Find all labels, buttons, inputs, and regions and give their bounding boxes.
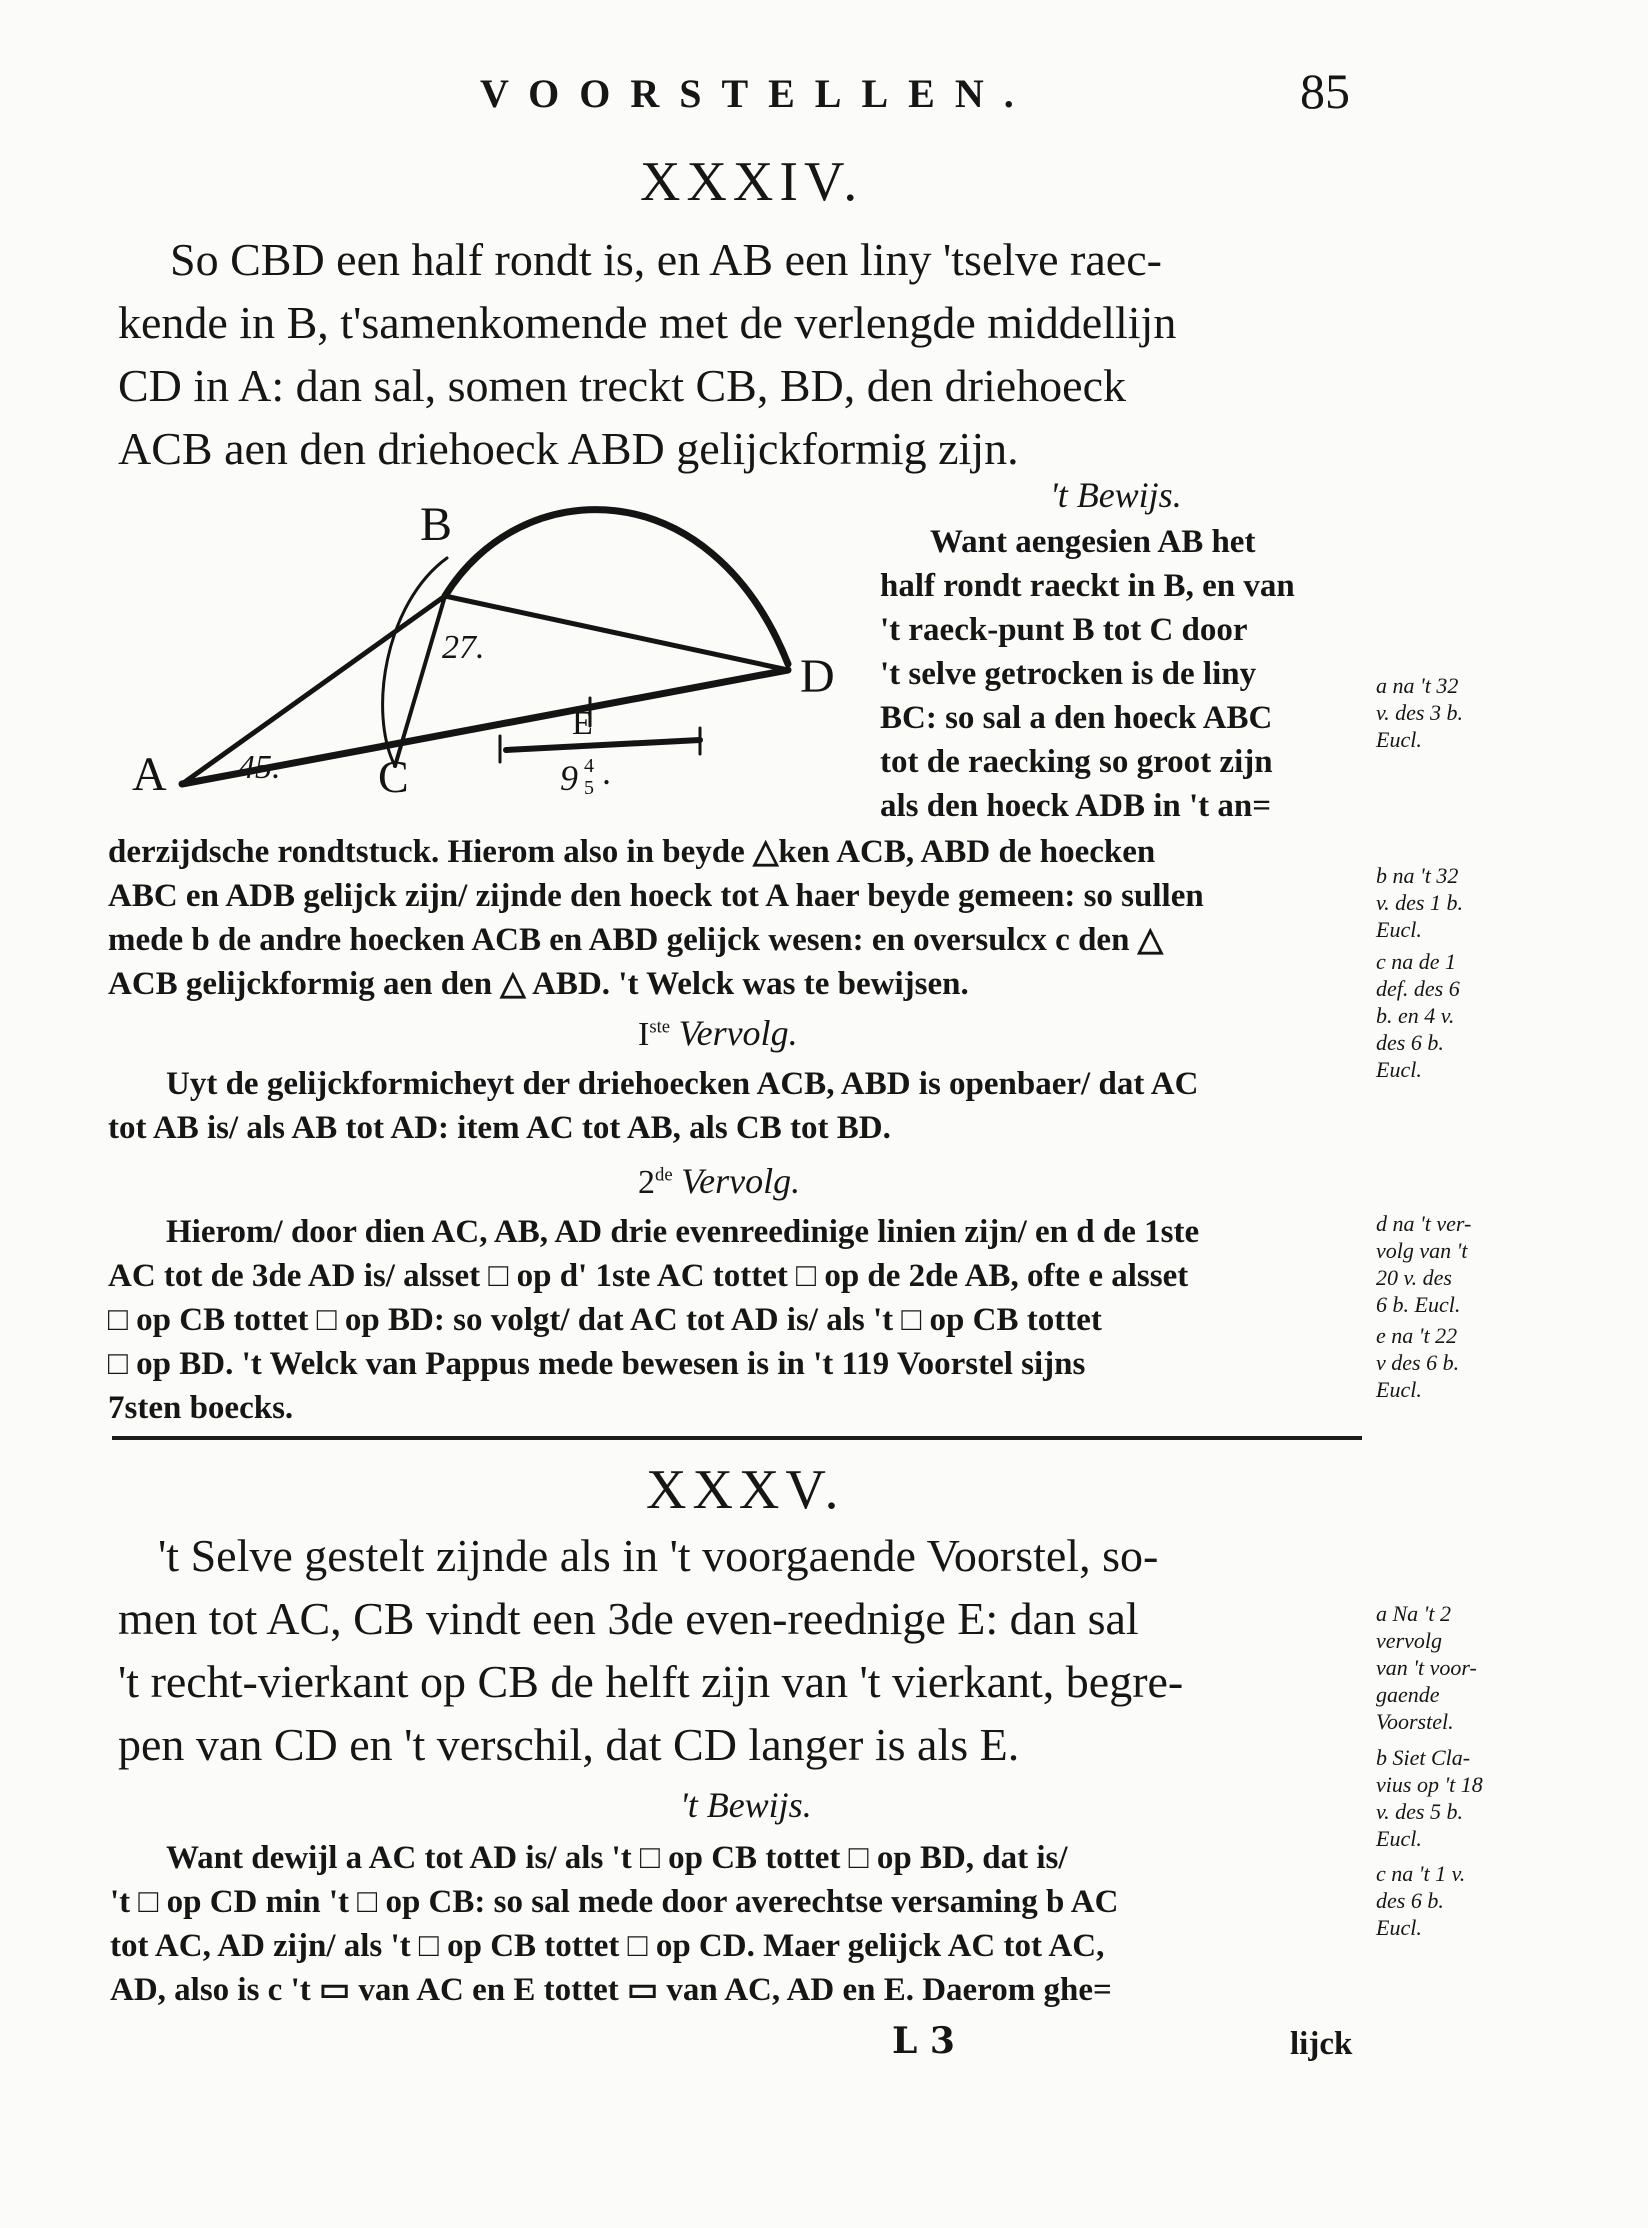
note-line: 6 b. Eucl. xyxy=(1376,1292,1461,1317)
note-line: e na 't 22 xyxy=(1376,1323,1458,1348)
proof-line: AD, also is c 't ▭ van AC en E tottet ▭ van AC, AD en E. Daerom ghe= xyxy=(110,1972,1112,2008)
note-line: 20 v. des xyxy=(1376,1265,1452,1290)
note-line: a Na 't 2 xyxy=(1376,1601,1451,1626)
statement-line: pen van CD en 't verschil, dat CD langer is als E. xyxy=(118,1719,1020,1770)
note-line: b. en 4 v. xyxy=(1376,1003,1455,1028)
measure-AC: 45. xyxy=(238,749,281,786)
corollary-line: Uyt de gelijckformicheyt der driehoecken ACB, ABD is openbaer/ dat AC xyxy=(166,1066,1199,1102)
proof-35 xyxy=(110,1836,1358,2012)
semicircle-arc xyxy=(445,510,788,664)
measure-E-whole: 9 xyxy=(560,758,578,798)
proof-line: ABC en ADB gelijck zijn/ zijnde den hoeck tot A haer beyde gemeen: so sullen xyxy=(108,878,1204,914)
proof-line: 't selve getrocken is de liny xyxy=(880,656,1257,692)
note-line: d na 't ver- xyxy=(1376,1211,1472,1236)
note-line: des 6 b. xyxy=(1376,1030,1444,1055)
proof-line: tot AC, AD zijn/ als 't □ op CB tottet □ op CD. Maer gelijck AC tot AC, xyxy=(110,1928,1105,1964)
note-line: v. des 5 b. xyxy=(1376,1799,1463,1824)
signature-mark: L 3 xyxy=(892,2020,955,2062)
measure-E-dot: . xyxy=(602,752,611,792)
statement-line: 't recht-vierkant op CB de helft zijn van 't vierkant, begre- xyxy=(118,1656,1184,1707)
note-line: a na 't 32 xyxy=(1376,673,1459,698)
section-divider xyxy=(112,1436,1362,1440)
note-line: vervolg xyxy=(1376,1628,1442,1653)
proof-heading-35: 't Bewijs. xyxy=(680,1785,812,1825)
corollary-2-heading xyxy=(638,1160,800,1202)
corollary-line: tot AB is/ als AB tot AD: item AC tot AB, als CB tot BD. xyxy=(108,1110,891,1146)
note-line: des 6 b. xyxy=(1376,1888,1444,1913)
note-line: Eucl. xyxy=(1376,917,1422,942)
margin-note-b xyxy=(1376,862,1526,943)
corollary-line: AC tot de 3de AD is/ alsset □ op d' 1ste AC tottet □ op de 2de AB, ofte e alsset xyxy=(108,1258,1189,1294)
note-line: v. des 1 b. xyxy=(1376,890,1463,915)
statement-line: kende in B, t'samenkomende met de verlengde middellijn xyxy=(118,297,1177,348)
statement-line: ACB aen den driehoeck ABD gelijckformig zijn. xyxy=(118,423,1019,474)
note-line: Voorstel. xyxy=(1376,1709,1454,1734)
note-line: b na 't 32 xyxy=(1376,863,1459,888)
corollary-line: 7sten boecks. xyxy=(108,1390,294,1426)
statement-line: CD in A: dan sal, somen treckt CB, BD, den driehoeck xyxy=(118,360,1127,411)
proof-line: als den hoeck ADB in 't an= xyxy=(880,788,1272,824)
measure-E-numerator: 4 xyxy=(584,755,594,777)
proof-line: derzijdsche rondtstuck. Hierom also in beyde △ken ACB, ABD de hoecken xyxy=(108,834,1156,870)
statement-line: 't Selve gestelt zijnde als in 't voorgaende Voorstel, so- xyxy=(158,1530,1159,1581)
corollary-1-suffix: ste xyxy=(649,1016,671,1038)
proposition-number-34: XXXIV. xyxy=(640,151,864,213)
corollary-line: □ op BD. 't Welck van Pappus mede bewesen is in 't 119 Voorstel sijns xyxy=(108,1346,1086,1382)
segment-E xyxy=(506,740,700,750)
line-BD xyxy=(445,596,788,670)
margin-note-35-b xyxy=(1376,1744,1526,1852)
note-line: Eucl. xyxy=(1376,1057,1422,1082)
corollary-1-heading xyxy=(638,1012,798,1054)
note-line: Eucl. xyxy=(1376,727,1422,752)
geometric-figure xyxy=(120,478,860,798)
note-line: v des 6 b. xyxy=(1376,1350,1460,1375)
corollary-2-text xyxy=(108,1210,1358,1430)
proof-line: Want aengesien AB het xyxy=(930,524,1256,560)
proposition-35-statement xyxy=(118,1524,1358,1776)
proof-line: 't □ op CD min 't □ op CB: so sal mede door averechtse versaming b AC xyxy=(110,1884,1119,1920)
proof-line: 't raeck-punt B tot C door xyxy=(880,612,1248,648)
margin-note-c xyxy=(1376,948,1526,1083)
page-number: 85 xyxy=(1300,63,1350,119)
margin-note-a xyxy=(1376,672,1526,753)
note-line: v. des 3 b. xyxy=(1376,700,1463,725)
proof-line: BC: so sal a den hoeck ABC xyxy=(880,700,1273,736)
margin-note-35-c xyxy=(1376,1860,1526,1941)
statement-line: So CBD een half rondt is, en AB een liny 'tselve raec- xyxy=(170,234,1162,285)
statement-line: men tot AC, CB vindt een 3de even-reednige E: dan sal xyxy=(118,1593,1139,1644)
note-line: b Siet Cla- xyxy=(1376,1745,1471,1770)
note-line: def. des 6 xyxy=(1376,976,1460,1001)
proof-heading-34: 't Bewijs. xyxy=(1050,475,1182,515)
proof-line: ACB gelijckformig aen den △ ABD. 't Welck was te bewijsen. xyxy=(108,966,969,1002)
label-A: A xyxy=(132,748,167,798)
corollary-2-suffix: de xyxy=(655,1164,673,1186)
corollary-line: □ op CB tottet □ op BD: so volgt/ dat AC tot AD is/ als 't □ op CB tottet xyxy=(108,1302,1102,1338)
label-E: E xyxy=(572,705,593,742)
margin-note-35-a xyxy=(1376,1600,1526,1735)
corollary-2-word: Vervolg. xyxy=(681,1161,801,1201)
proposition-34-statement xyxy=(118,228,1358,480)
catchword: lijck xyxy=(1290,2026,1353,2062)
proof-34-narrow xyxy=(880,520,1360,828)
proposition-number-35: XXXV. xyxy=(646,1459,845,1521)
proof-line: half rondt raeckt in B, en van xyxy=(880,568,1295,604)
note-line: van 't voor- xyxy=(1376,1655,1477,1680)
label-B: B xyxy=(420,498,453,551)
corollary-line: Hierom/ door dien AC, AB, AD drie evenreedinige linien zijn/ en d de 1ste xyxy=(166,1214,1200,1250)
corollary-1-text xyxy=(108,1062,1358,1150)
proof-line: tot de raecking so groot zijn xyxy=(880,744,1273,780)
note-line: Eucl. xyxy=(1376,1377,1422,1402)
label-D: D xyxy=(800,650,835,703)
proof-line: mede b de andre hoecken ACB en ABD gelijck wesen: en oversulcx c den △ xyxy=(108,922,1164,958)
corollary-1-word: Vervolg. xyxy=(678,1013,798,1053)
note-line: c na de 1 xyxy=(1376,949,1457,974)
note-line: c na 't 1 v. xyxy=(1376,1861,1466,1886)
margin-note-e xyxy=(1376,1322,1526,1403)
measure-E-denominator: 5 xyxy=(584,777,594,798)
note-line: vius op 't 18 xyxy=(1376,1772,1483,1797)
margin-note-d xyxy=(1376,1210,1526,1318)
label-C: C xyxy=(378,751,409,798)
corollary-2-number: 2 xyxy=(638,1164,655,1201)
note-line: volg van 't xyxy=(1376,1238,1468,1263)
proof-line: Want dewijl a AC tot AD is/ als 't □ op CB tottet □ op BD, dat is/ xyxy=(166,1840,1068,1876)
note-line: gaende xyxy=(1376,1682,1440,1707)
running-title: VOORSTELLEN. xyxy=(480,71,1034,116)
note-line: Eucl. xyxy=(1376,1826,1422,1851)
proof-34-wide xyxy=(108,830,1358,1006)
note-line: Eucl. xyxy=(1376,1915,1422,1940)
measure-chord: 27. xyxy=(442,629,485,666)
corollary-1-number: I xyxy=(638,1016,650,1053)
